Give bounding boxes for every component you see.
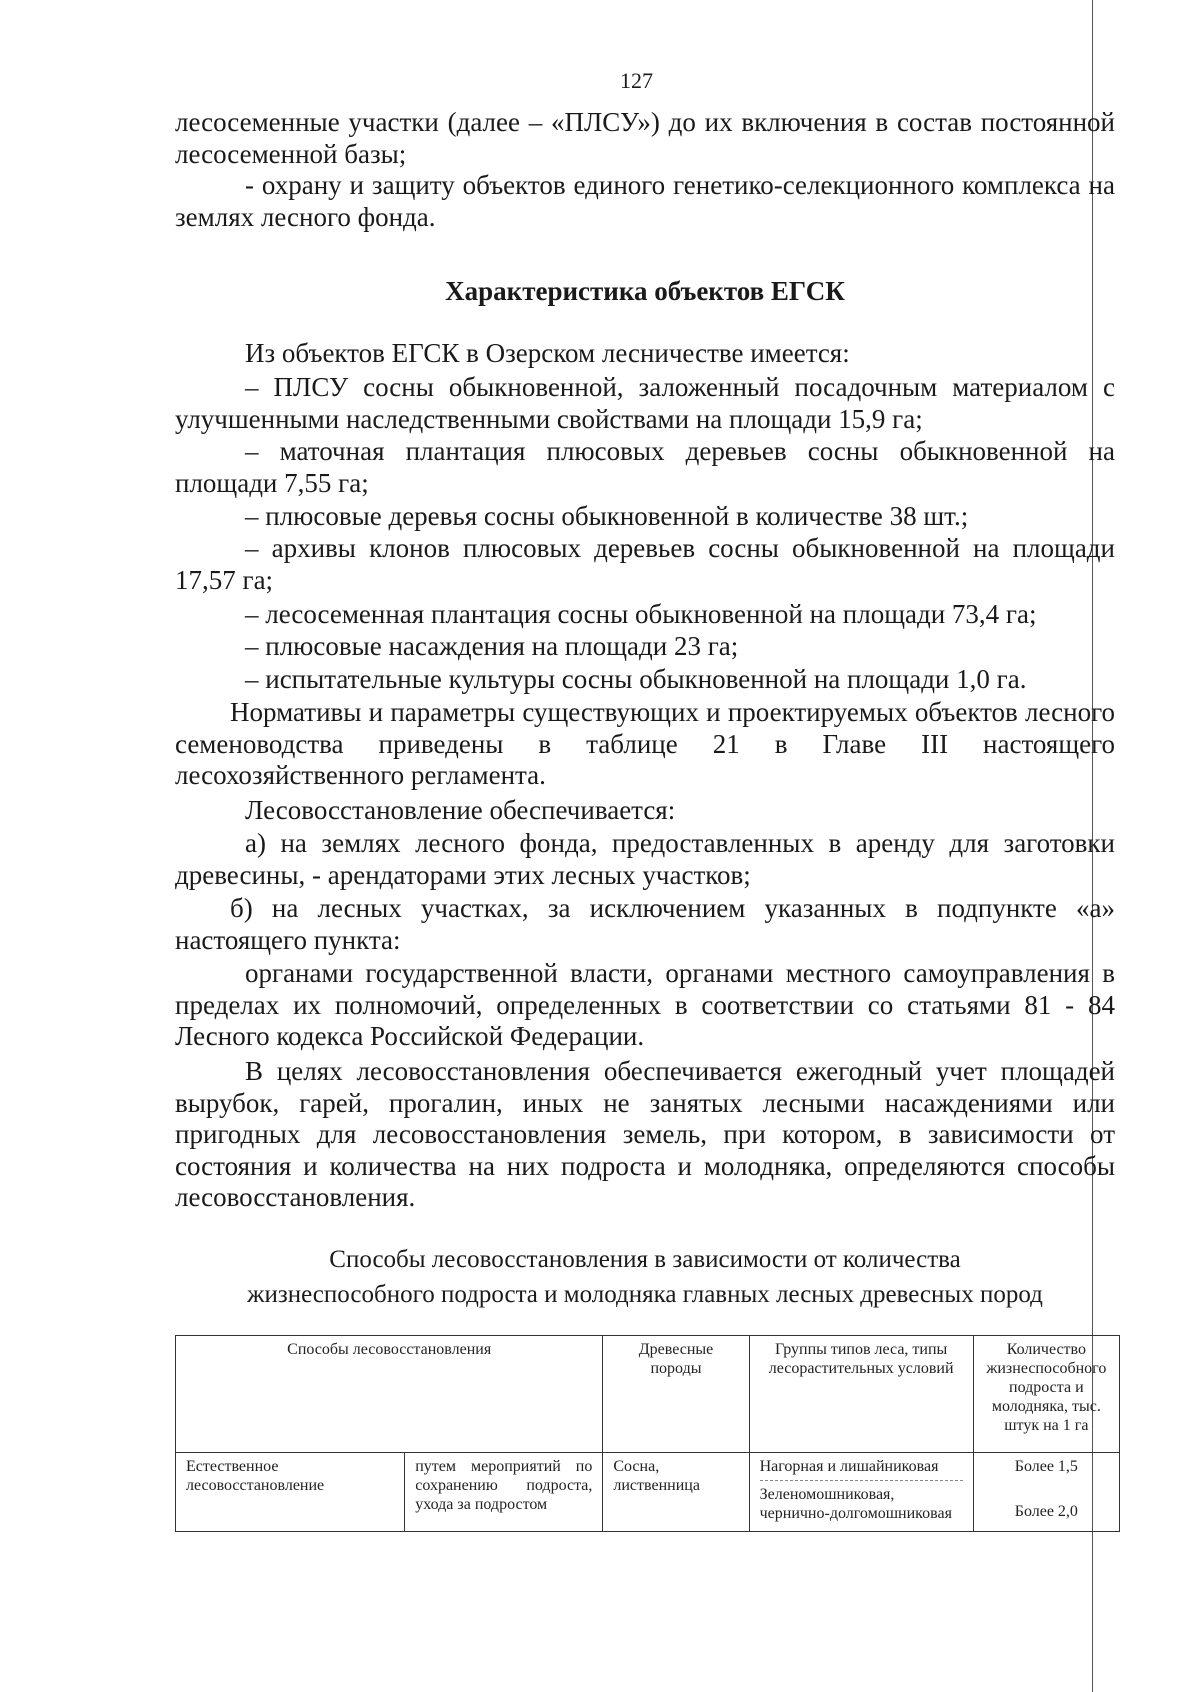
section-heading: Характеристика объектов ЕГСК: [445, 276, 845, 306]
object-item: – лесосеменная плантация сосны обыкновенной на площади 73,4 га;: [245, 599, 1037, 629]
reforestation-intro: Лесовосстановление обеспечивается:: [245, 795, 676, 825]
object-item: – плюсовые насаждения на площади 23 га;: [245, 631, 739, 661]
object-item: – архивы клонов плюсовых деревьев сосны обыкновенной на площади 17,57 га;: [175, 533, 1115, 595]
table-header-row: [176, 1336, 1120, 1453]
header-quantity: Количество жизнеспособного подроста и молодняка, тыс. штук на 1 га: [973, 1336, 1119, 1453]
quantity-item: Более 2,0: [1014, 1503, 1078, 1520]
reforestation-item-b: б) на лесных участках, за исключением указанных в подпункте «а» настоящего пункта:: [175, 893, 1115, 955]
objects-intro: Из объектов ЕГСК в Озерском лесничестве имеется:: [245, 338, 850, 368]
normatives-paragraph: Нормативы и параметры существующих и проектируемых объектов лесного семеноводства приведены в таблице 21 в Главе III настоящего лесохозяйственного регламента.: [175, 697, 1115, 790]
cell-measure: путем мероприятий по сохранению подроста, ухода за подростом: [405, 1453, 603, 1532]
header-methods: Способы лесовосстановления: [176, 1336, 603, 1453]
object-item: – маточная плантация плюсовых деревьев сосны обыкновенной на площади 7,55 га;: [175, 436, 1115, 498]
header-forest-types: Группы типов леса, типы лесорастительных условий: [749, 1336, 973, 1453]
table-row: [176, 1453, 1120, 1532]
cell-quantities: [973, 1453, 1119, 1532]
caption-line-2: жизнеспособного подроста и молодняка главных лесных древесных пород: [247, 1281, 1043, 1308]
forest-type-item: Зеленомошниковая, чернично-долгомошниковая: [760, 1480, 963, 1527]
cell-forest-types: [749, 1453, 973, 1532]
reforestation-bodies: органами государственной власти, органами местного самоуправления в пределах их полномочий, определенных в соответствии со статьями 81 - 84 Лесного кодекса Российской Федерации.: [175, 958, 1115, 1051]
header-species: Древесные породы: [603, 1336, 749, 1453]
object-item: – испытательные культуры сосны обыкновенной на площади 1,0 га.: [245, 664, 1027, 694]
object-item: – плюсовые деревья сосны обыкновенной в количестве 38 шт.;: [245, 501, 969, 531]
quantity-item: Более 1,5: [1014, 1458, 1078, 1475]
reforestation-item-a: а) на землях лесного фонда, предоставленных в аренду для заготовки древесины, - арендаторами этих лесных участков;: [175, 828, 1115, 890]
reforestation-table: [175, 1335, 1120, 1532]
page-number: 127: [620, 68, 653, 93]
cell-method: Естественное лесовосстановление: [176, 1453, 405, 1532]
paragraph-top-1: лесосеменные участки (далее – «ПЛСУ») до их включения в состав постоянной лесосеменной базы;: [175, 107, 1115, 169]
object-item: – ПЛСУ сосны обыкновенной, заложенный посадочным материалом с улучшенными наследственными свойствами на площади 15,9 га;: [175, 372, 1115, 434]
accounting-paragraph: В целях лесовосстановления обеспечивается ежегодный учет площадей вырубок, гарей, прогалин, иных не занятых лесными насаждениями или пригодных для лесовосстановления земель, при котором, в зависимости от состояния и количества на них подроста и молодняка, определяются способы лесовосстановления.: [175, 1056, 1115, 1212]
forest-type-item: Нагорная и лишайниковая: [759, 1458, 939, 1475]
paragraph-top-2: - охрану и защиту объектов единого генетико-селекционного комплекса на землях лесного фонда.: [175, 170, 1115, 232]
cell-species: Сосна, лиственница: [603, 1453, 749, 1532]
table-caption: [175, 1242, 1115, 1312]
caption-line-1: Способы лесовосстановления в зависимости от количества: [329, 1246, 961, 1273]
